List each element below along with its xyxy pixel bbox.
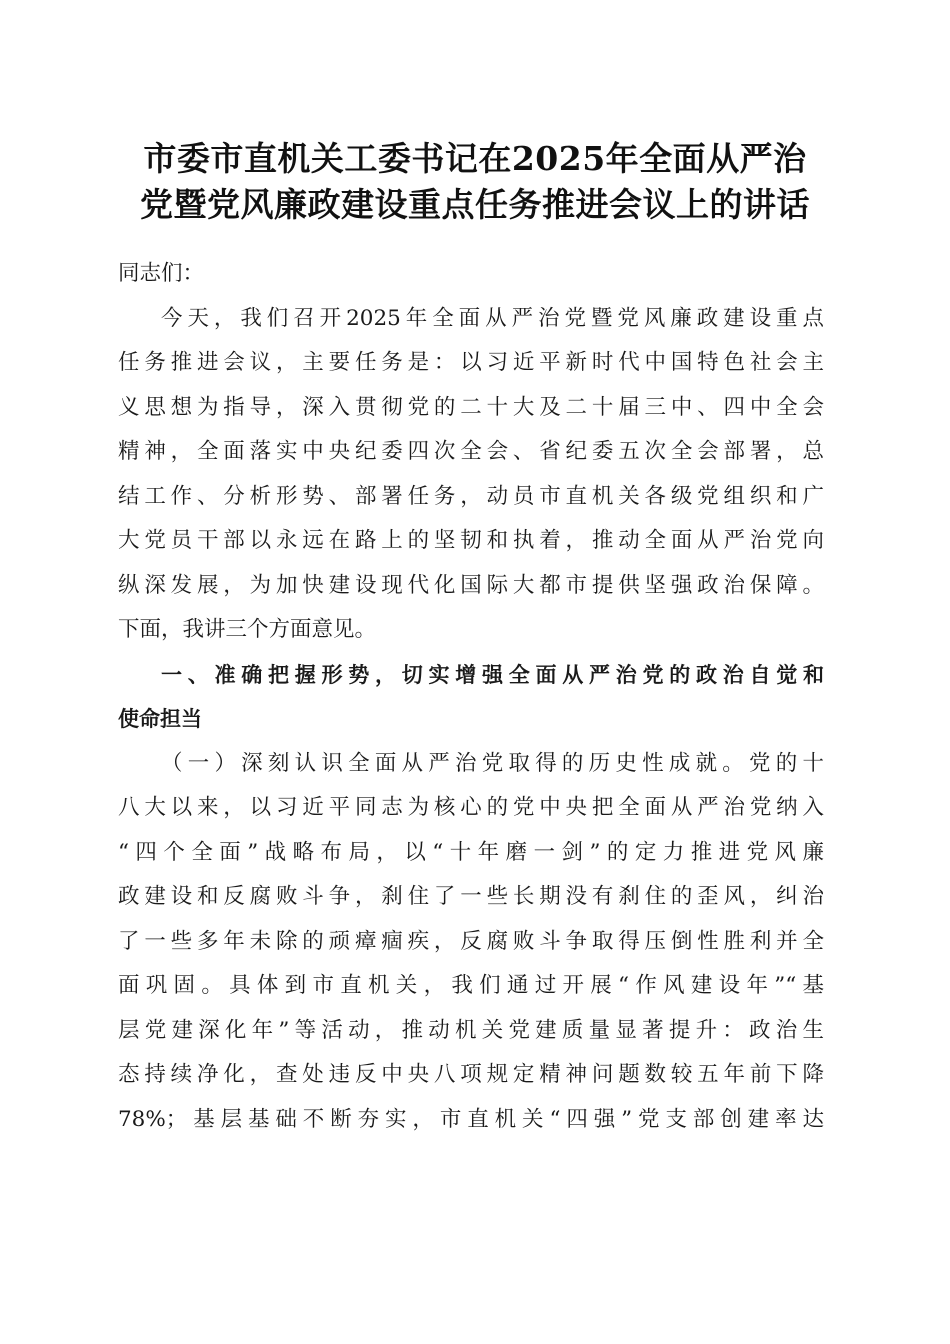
heading-line: 使命担当 (118, 707, 202, 731)
paragraph-line: 78%；基层基础不断夯实，市直机关“四强”党支部创建率达 (118, 1106, 824, 1132)
intro-line: 任务推进会议，主要任务是：以习近平新时代中国特色社会主 (118, 350, 824, 375)
intro-line: 纵深发展，为加快建设现代化国际大都市提供坚强政治保障。 (118, 572, 824, 598)
paragraph-line: 了一些多年未除的顽瘴痼疾，反腐败斗争取得压倒性胜利并全 (118, 928, 824, 954)
intro-line: 今天，我们召开2025年全面从严治党暨党风廉政建设重点 (161, 305, 824, 331)
salutation: 同志们： (118, 261, 205, 286)
intro-line: 下面，我讲三个方面意见。 (118, 617, 377, 642)
paragraph-line: “四个全面”战略布局，以“十年磨一剑”的定力推进党风廉 (118, 839, 824, 865)
section-1-paragraph (118, 742, 824, 1143)
title-line-2: 党暨党风廉政建设重点任务推进会议上的讲话 (140, 185, 810, 224)
intro-line: 义思想为指导，深入贯彻党的二十大及二十届三中、四中全会 (118, 394, 824, 420)
paragraph-line: 八大以来，以习近平同志为核心的党中央把全面从严治党纳入 (118, 795, 824, 820)
heading-line: 一、准确把握形势，切实增强全面从严治党的政治自觉和 (161, 662, 824, 687)
document-body (118, 252, 824, 1142)
title-line-1: 市委市直机关工委书记在2025年全面从严治 (143, 139, 807, 178)
paragraph-line: 层党建深化年”等活动，推动机关党建质量显著提升：政治生 (118, 1017, 824, 1043)
intro-line: 精神，全面落实中央纪委四次全会、省纪委五次全会部署，总 (118, 439, 824, 464)
document-title (100, 136, 850, 228)
intro-line: 结工作、分析形势、部署任务，动员市直机关各级党组织和广 (118, 483, 824, 509)
paragraph-line: 面巩固。具体到市直机关，我们通过开展“作风建设年”“基 (118, 973, 824, 998)
intro-line: 大党员干部以永远在路上的坚韧和执着，推动全面从严治党向 (118, 528, 824, 553)
paragraph-line: 政建设和反腐败斗争，刹住了一些长期没有刹住的歪风，纠治 (118, 884, 824, 909)
section-1-heading (118, 653, 824, 742)
paragraph-line: 态持续净化，查处违反中央八项规定精神问题数较五年前下降 (118, 1062, 824, 1087)
intro-paragraph (118, 297, 824, 653)
paragraph-line: （一）深刻认识全面从严治党取得的历史性成就。党的十 (161, 750, 824, 776)
